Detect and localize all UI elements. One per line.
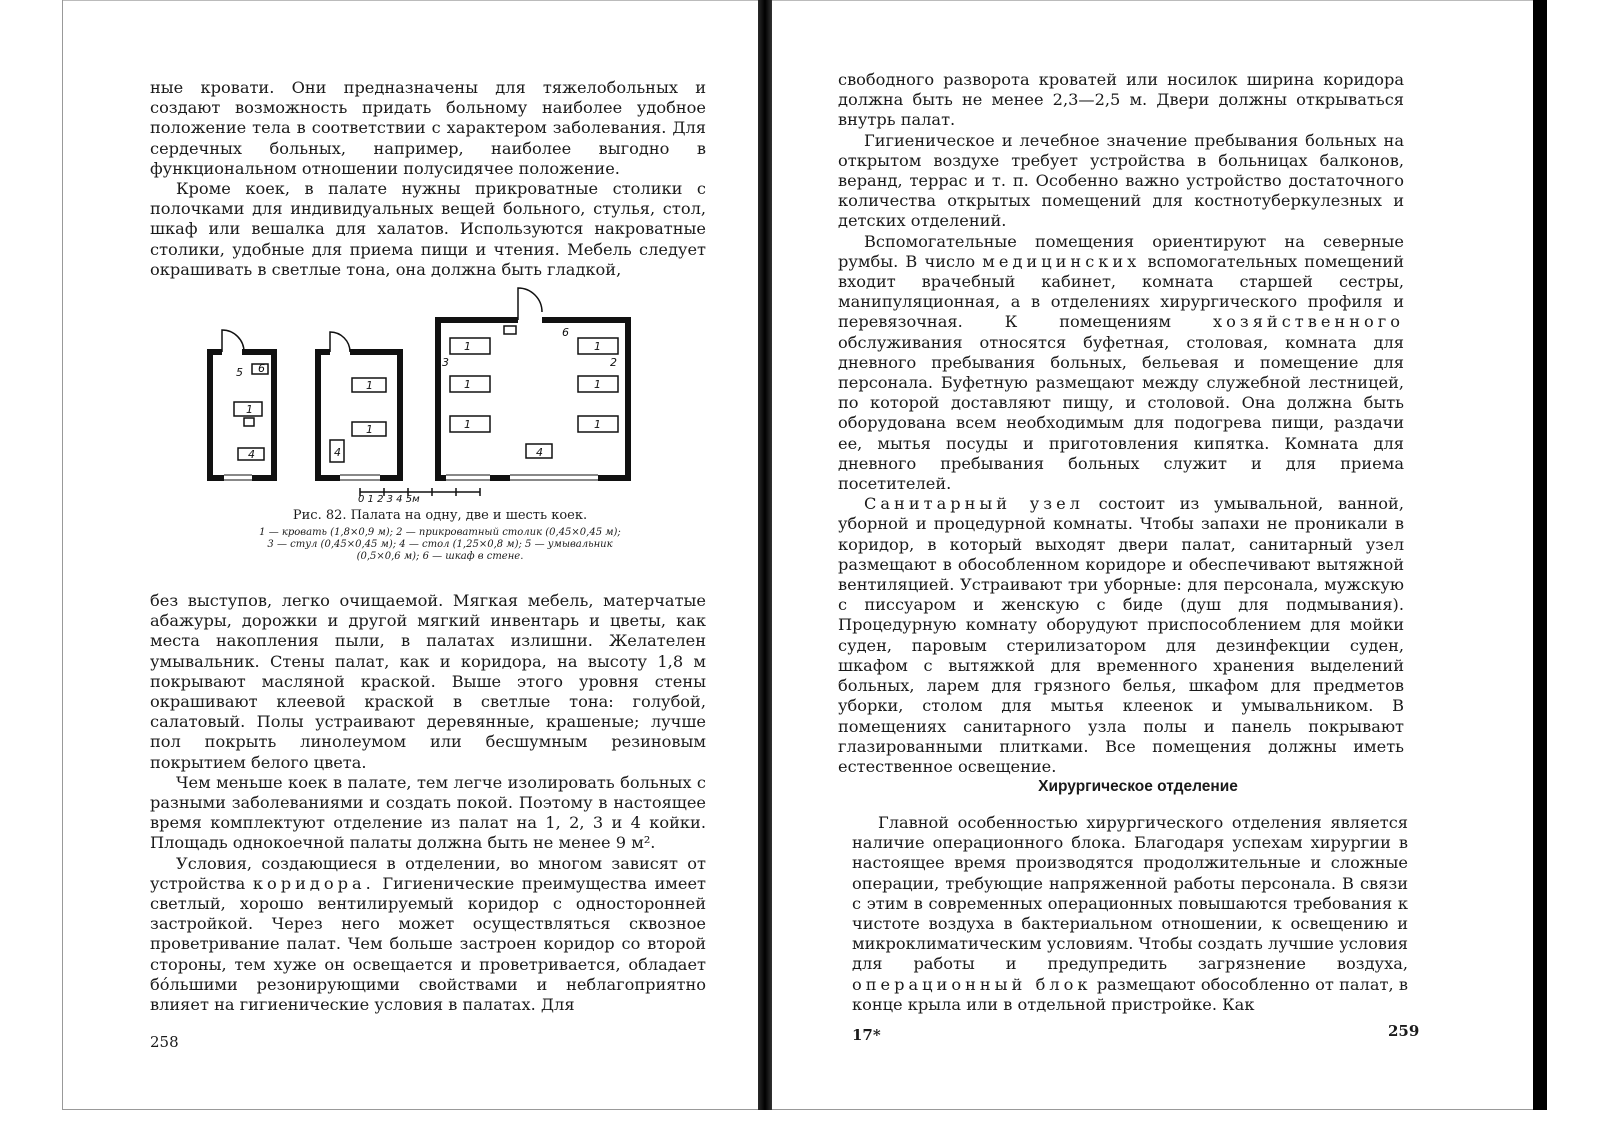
book-gutter	[758, 0, 772, 1110]
right-paragraph-3-a: Вспомогательные помещения ориентируют на северные румбы. В число	[838, 231, 1404, 271]
right-paragraph-2: Гигиеническое и лечебное значение пребывания больных на открытом воздухе требует устройства в больницах балконов, веранд, террас и т. п. Особенно важно устройство достаточного количества открытых помещений для костнотуберкулезных и детских отделений.	[838, 130, 1404, 231]
label-bed-6f: 1	[594, 418, 601, 431]
left-text-bottom	[150, 591, 706, 1015]
frame-bottom	[62, 1109, 1534, 1110]
frame-left	[62, 0, 63, 1110]
right-paragraph-3	[838, 232, 1404, 495]
label-bed-6a: 1	[464, 340, 471, 353]
spaced-term-medical: медицинских	[982, 251, 1141, 271]
label-nightstand-6a: 2	[610, 356, 617, 369]
right-text-bottom	[852, 813, 1408, 1015]
spaced-term-operating-block: операционный блок	[852, 974, 1092, 994]
legend-line-2: 3 — стул (0,45×0,45 м); 4 — стол (1,25×0,8 м); 5 — умывальник	[267, 539, 613, 550]
right-paragraph-5-b: размещают обособленно от палат, в конце крыла или в отдельной пристройке. Как	[852, 974, 1408, 1014]
left-paragraph-4: Чем меньше коек в палате, тем легче изолировать больных с разными заболеваниями и создать покой. Поэтому в настоящее время комплектуют отделение из палат на 1, 2, 3 и 4 койки. Площадь однокоечной палаты должна быть не менее 9 м².	[150, 772, 706, 853]
ward-floor-plan-figure	[200, 280, 650, 505]
left-paragraph-1: ные кровати. Они предназначены для тяжелобольных и создают возможность придать больному наиболее удобное положение тела в соответствии с характером заболевания. Для сердечных больных, например, наиболее выгодно в функциональном отношении полусидячее положение.	[150, 78, 706, 178]
ward-plans-svg	[200, 280, 650, 505]
label-wardrobe-6: 6	[562, 326, 569, 339]
signature-mark: 17*	[852, 1026, 881, 1044]
two-bed-ward-plan	[318, 332, 400, 480]
spaced-term-sanitary-unit: Санитарный узел	[864, 494, 1084, 514]
right-page-number: 259	[1388, 1022, 1420, 1040]
label-bed-6c: 1	[464, 418, 471, 431]
label-washbasin-1: 5	[236, 366, 243, 379]
left-paragraph-2: Кроме коек, в палате нужны прикроватные столики с полочками для индивидуальных вещей больного, стулья, стол, шкаф или вешалка для халатов. Используются накроватные столики, удобные для приема пищи и чтения. Мебель следует окрашивать в светлые тона, она должна быть гладкой,	[150, 179, 706, 279]
right-paragraph-5-a: Главной особенностью хирургического отделения является наличие операционного блока. Благодаря успехам хирургии в настоящее время производятся продолжительные и сложные операции, требующие напряженной работы персонала. В связи с этим в современных операционных повышаются требования к чистоте воздуха в бактериальном отношении, к освещению и микроклиматическим условиям. Чтобы создать лучшие условия для работы и предупредить загрязнение воздуха,	[852, 813, 1408, 974]
spaced-term-household: хозяйственного	[1213, 312, 1404, 332]
left-paragraph-5	[150, 854, 706, 1016]
scale-label: 0 1 2 3 4 5м	[358, 494, 420, 505]
legend-line-1: 1 — кровать (1,8×0,9 м); 2 — прикроватный столик (0,45×0,45 м);	[259, 527, 621, 538]
left-paragraph-3: без выступов, легко очищаемой. Мягкая мебель, матерчатые абажуры, дорожки и другой мягкий инвентарь и цветы, как места накопления пыли, в палатах излишни. Желателен умывальник. Стены палат, как и коридора, на высоту 1,8 м покрывают масляной краской. Выше этого уровня стены окрашивают клеевой краской в светлые тона: голубой, салатовый. Полы устраивают деревянные, крашеные; лучше пол покрыть линолеумом или бесшумным резиновым покрытием белого цвета.	[150, 591, 706, 772]
figure-caption	[210, 508, 670, 563]
right-paragraph-3-b: вспомогательных помещений входит врачебный кабинет, комната старшей сестры, манипуляционная, а в отделениях хирургического профиля и перевязочная. К помещениям	[838, 251, 1404, 332]
right-paragraph-5	[852, 813, 1408, 1015]
label-bed-6b: 1	[464, 378, 471, 391]
right-paragraph-3-c: обслуживания относятся буфетная, столовая, комната для дневного пребывания больных, бельевая и помещение для персонала. Буфетную размещают между служебной лестницей, по которой доставляют пищу, и столовой. Она должна быть оборудована всем необходимым для подогрева пищи, раздачи ее, мытья посуды и приготовления кипятка. Комната для дневного пребывания больных служит и для приема посетителей.	[838, 332, 1404, 494]
label-table-1: 4	[248, 448, 255, 461]
spaced-term-corridor: коридора.	[252, 873, 375, 893]
label-bed-6e: 1	[594, 378, 601, 391]
label-bed-2a: 1	[366, 379, 373, 392]
label-chair-6a: 3	[442, 356, 449, 369]
right-paragraph-4-b: состоит из умывальной, ванной, уборной и процедурной комнаты. Чтобы запахи не проникали в коридор, в который выходят двери палат, санитарный узел размещают в обособленном коридоре и обеспечивают вытяжной вентиляцией. Устраивают три уборные: для персонала, мужскую с писсуаром и женскую с биде (душ для подмывания). Процедурную комнату оборудуют приспособлением для мойки суден, паровым стерилизатором для дезинфекции суден, шкафом с вытяжкой для временного хранения выделений больных, ларем для грязного белья, шкафом для предметов уборки, столом для мытья клеенок и умывальником. В помещениях санитарного узла полы и панель покрывают глазированными плитками. Все помещения должны иметь естественное освещение.	[838, 494, 1404, 776]
figure-caption-title: Рис. 82. Палата на одну, две и шесть коек.	[292, 508, 588, 523]
label-bed-1a: 1	[246, 403, 253, 416]
left-paragraph-5-end: Гигиенические преимущества имеет светлый, хорошо вентилируемый коридор с односторонней застройкой. Через него может осуществляться сквозное проветривание палат. Чем больше застроен коридор со второй стороны, тем хуже он освещается и проветривается, обладает бóльшими резонирующими свойствами и неблагоприятно влияет на гигиенические условия в палатах. Для	[150, 873, 706, 1015]
label-table-2: 4	[334, 446, 341, 459]
label-wardrobe-1: 6	[258, 362, 265, 375]
right-paragraph-1: свободного разворота кроватей или носилок ширина коридора должна быть не менее 2,3—2,5 м. Двери должны открываться внутрь палат.	[838, 70, 1404, 130]
section-title-surgical-department: Хирургическое отделение	[1038, 778, 1238, 795]
legend-line-3: (0,5×0,6 м); 6 — шкаф в стене.	[356, 551, 524, 562]
right-page-edge	[1533, 0, 1547, 1110]
left-paragraph-5-start: Условия, создающиеся в отделении, во многом зависят от устройства	[150, 853, 706, 893]
left-page-number: 258	[150, 1033, 179, 1051]
frame-top	[62, 0, 1534, 1]
left-text-top	[150, 78, 706, 280]
figure-caption-legend	[210, 527, 670, 563]
one-bed-ward-plan	[210, 330, 274, 480]
label-bed-6d: 1	[594, 340, 601, 353]
label-bed-2b: 1	[366, 423, 373, 436]
label-table-6: 4	[536, 446, 543, 459]
right-paragraph-4	[838, 494, 1404, 777]
right-text-top	[838, 70, 1404, 777]
